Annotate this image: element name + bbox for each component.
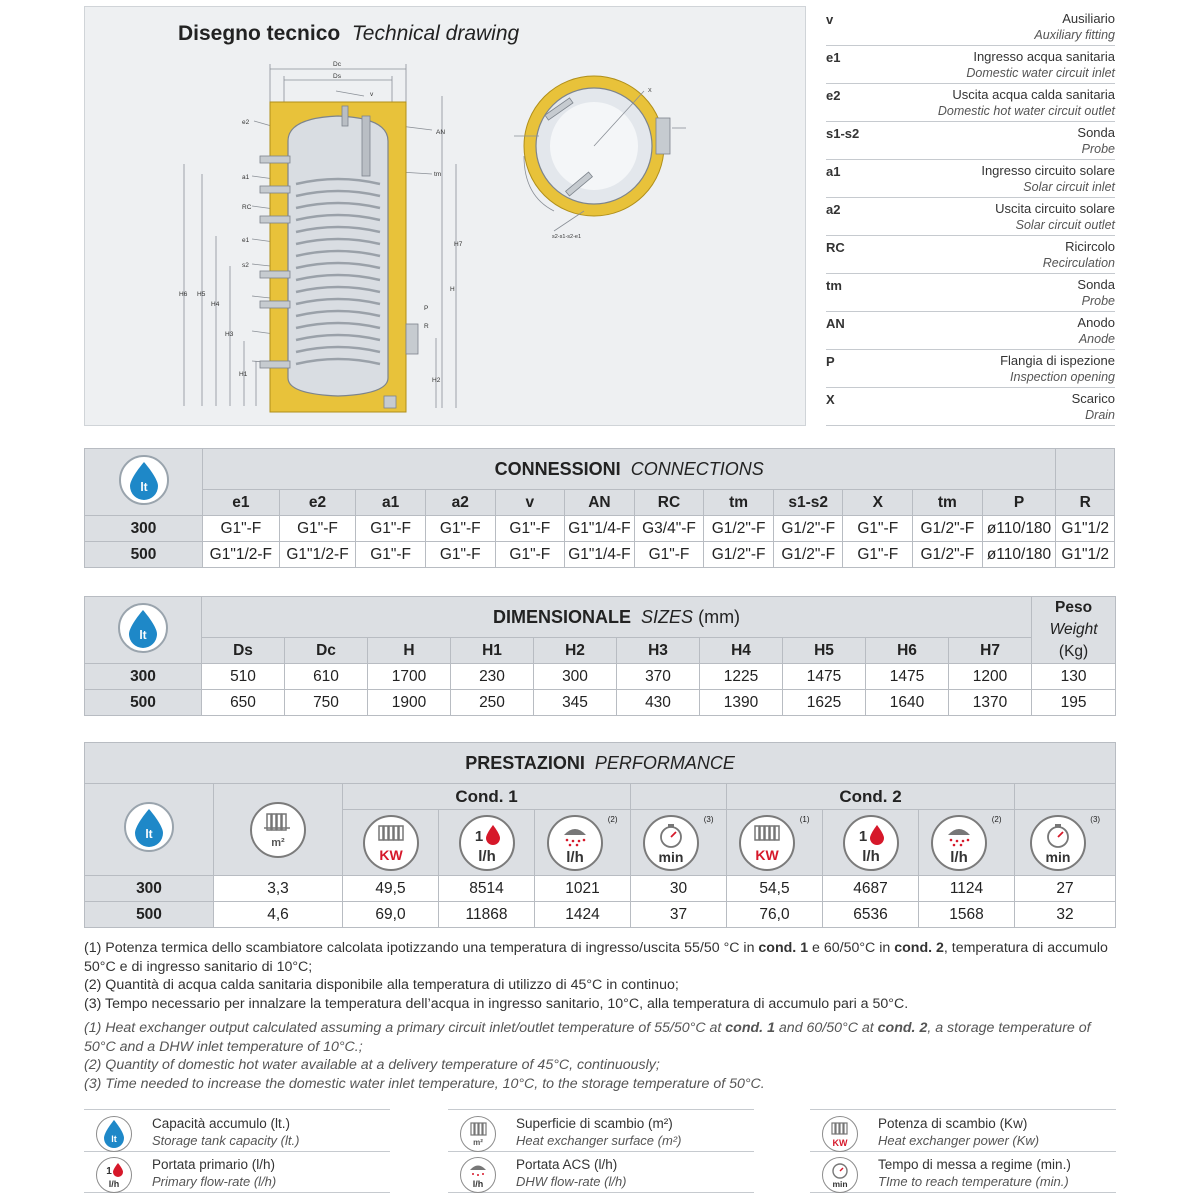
legend-row — [826, 8, 1115, 46]
table-cell: 250 — [451, 690, 534, 716]
label-e2: e2 — [242, 119, 250, 126]
legend-item-dhw-flow — [448, 1157, 754, 1195]
col-header: Ds — [202, 638, 285, 664]
legend-code: RC — [826, 240, 845, 255]
table-cell: 610 — [285, 664, 368, 690]
cond-spacer — [631, 784, 727, 810]
table-cell: G1"-F — [203, 516, 280, 542]
lh-label: l/h — [950, 848, 969, 866]
note-text: e 60/50°C in — [808, 940, 895, 956]
stopwatch-icon — [822, 1157, 858, 1193]
shower-icon — [547, 815, 603, 871]
label-a1: a1 — [242, 174, 250, 181]
m2-label: m² — [473, 1138, 483, 1147]
drop-label: lt — [111, 1134, 117, 1144]
table-cell: 345 — [534, 690, 617, 716]
cond-spacer — [1015, 784, 1116, 810]
col-header: H5 — [783, 638, 866, 664]
table-cell: G1"-F — [495, 516, 565, 542]
table-cell: 1124 — [919, 876, 1015, 902]
stopwatch-icon — [643, 815, 699, 871]
capacity-icon-cell — [85, 597, 202, 664]
col-header: e2 — [279, 490, 356, 516]
lh-label: l/h — [108, 1179, 120, 1189]
note-en-2: (2) Quantity of domestic hot water available at a delivery temperature of 45°C, continuously; — [84, 1057, 660, 1073]
table-cell: G1/2"-F — [913, 516, 983, 542]
divider — [448, 1109, 754, 1110]
table-cell: 1900 — [368, 690, 451, 716]
shower-icon — [460, 1157, 496, 1193]
drawing-title-en: Technical drawing — [351, 22, 520, 45]
drop-label: lt — [139, 627, 147, 642]
sizes-table — [84, 596, 1116, 716]
m2-label: m² — [271, 836, 285, 849]
table-cell: 430 — [617, 690, 700, 716]
col-header: H — [368, 638, 451, 664]
radiator-m2-icon — [250, 802, 306, 858]
performance-table — [84, 742, 1116, 928]
water-drop-icon — [124, 802, 174, 852]
connections-table — [84, 448, 1115, 568]
label-v: v — [370, 91, 374, 98]
table-row — [85, 690, 1116, 716]
legend-en: Anode — [1078, 332, 1115, 346]
performance-title-it: PRESTAZIONI — [465, 752, 585, 773]
note-bold: cond. 2 — [894, 940, 944, 956]
table-cell: G1"1/2-F — [279, 542, 356, 568]
table-cell: 1640 — [866, 690, 949, 716]
label-h4: H4 — [211, 301, 220, 308]
kw-label: KW — [832, 1138, 848, 1148]
table-cell: ø110/180 — [982, 516, 1056, 542]
label-dc: Dc — [333, 61, 341, 68]
sizes-title-en: SIZES — [641, 606, 694, 627]
table-cell: G1"-F — [425, 516, 495, 542]
legend-row — [826, 388, 1115, 426]
radiator-m2-icon — [460, 1116, 496, 1152]
table-row — [85, 902, 1116, 928]
col-header: H3 — [617, 638, 700, 664]
footnote-ref: (1) — [799, 814, 810, 824]
label-r: R — [424, 323, 429, 330]
legend-it: Uscita acqua calda sanitaria — [952, 87, 1115, 102]
lh-label: l/h — [566, 848, 585, 866]
legend-en: Recirculation — [1042, 256, 1115, 270]
legend-item-capacity — [84, 1116, 390, 1154]
radiator-kw-icon — [363, 815, 419, 871]
legend-en: Storage tank capacity (lt.) — [152, 1133, 300, 1148]
row-label: 500 — [85, 542, 203, 568]
capacity-icon-cell — [85, 449, 203, 516]
legend-code: v — [826, 12, 834, 27]
note-en-1 — [84, 1019, 1124, 1056]
table-cell: 1700 — [368, 664, 451, 690]
table-cell: 1475 — [866, 664, 949, 690]
note-text: (1) Potenza termica dello scambiatore calcolata ipotizzando una temperatura di ingresso/uscita 55/50 °C in — [84, 940, 759, 956]
performance-title — [85, 743, 1116, 784]
table-cell: 30 — [631, 876, 727, 902]
legend-it: Ausiliario — [1062, 11, 1115, 26]
note-text: (1) Heat exchanger output calculated assuming a primary circuit inlet/outlet temperature of 55/50°C at — [84, 1020, 726, 1036]
table-cell: G1"1/2 — [1056, 542, 1115, 568]
row-label: 300 — [85, 876, 214, 902]
note-text: , a storage temperature of 50°C and a DHW inlet temperature of 10°C.; — [84, 1020, 1091, 1055]
table-cell: G1"-F — [356, 516, 426, 542]
connections-title-it: CONNESSIONI — [494, 458, 621, 479]
legend-it: Tempo di messa a regime (min.) — [878, 1157, 1071, 1172]
water-drop-icon — [118, 603, 168, 653]
legend-en: DHW flow-rate (l/h) — [516, 1174, 627, 1189]
dhw-flow-icon-cell — [919, 810, 1015, 876]
label-s2s1s2e1: s2-s1-s2-e1 — [552, 234, 582, 240]
table-cell: 750 — [285, 690, 368, 716]
table-cell: 650 — [202, 690, 285, 716]
label-h7: H7 — [454, 241, 463, 248]
kw-label: KW — [755, 846, 780, 863]
table-cell: 370 — [617, 664, 700, 690]
primary-flow-icon-cell — [439, 810, 535, 876]
primary-flow-icon — [843, 815, 899, 871]
dhw-flow-icon-cell — [535, 810, 631, 876]
legend-row — [826, 46, 1115, 84]
table-cell: G3/4"-F — [634, 516, 704, 542]
table-cell: G1"-F — [843, 516, 913, 542]
legend-en: Inspection opening — [1010, 370, 1115, 384]
table-cell: 6536 — [823, 902, 919, 928]
legend-en: TIme to reach temperature (min.) — [878, 1174, 1069, 1189]
legend-item-time — [810, 1157, 1116, 1195]
primary-flow-icon-cell — [823, 810, 919, 876]
col-header: H6 — [866, 638, 949, 664]
table-cell: 4,6 — [214, 902, 343, 928]
col-header: a1 — [356, 490, 426, 516]
cond1-header: Cond. 1 — [343, 784, 631, 810]
col-header: X — [843, 490, 913, 516]
label-tm: tm — [434, 171, 442, 178]
weight-header-unit: (Kg) — [1058, 643, 1089, 660]
divider — [810, 1109, 1116, 1110]
table-cell: 32 — [1015, 902, 1116, 928]
col-header: s1-s2 — [773, 490, 843, 516]
table-cell: 130 — [1032, 664, 1116, 690]
label-h1: H1 — [239, 371, 248, 378]
table-cell: 3,3 — [214, 876, 343, 902]
legend-item-power — [810, 1116, 1116, 1154]
label-rc: RC — [242, 204, 252, 211]
legend-en: Probe — [1081, 142, 1115, 156]
legend-row — [826, 198, 1115, 236]
lh-label: l/h — [477, 847, 496, 865]
legend-it: Portata primario (l/h) — [152, 1157, 276, 1172]
table-cell: G1"-F — [356, 542, 426, 568]
label-h: H — [450, 286, 455, 293]
row-label: 300 — [85, 516, 203, 542]
col-header: Dc — [285, 638, 368, 664]
legend-it: Superficie di scambio (m²) — [516, 1116, 673, 1131]
legend-en: Probe — [1081, 294, 1115, 308]
legend-en: Heat exchanger surface (m²) — [516, 1133, 682, 1148]
label-s2: s2 — [242, 262, 249, 269]
sizes-title-it: DIMENSIONALE — [493, 606, 632, 627]
label-x: X — [648, 88, 652, 94]
drop-label: lt — [139, 479, 148, 494]
table-cell: 69,0 — [343, 902, 439, 928]
performance-title-en: PERFORMANCE — [594, 752, 735, 773]
col-header: e1 — [203, 490, 280, 516]
col-header: H4 — [700, 638, 783, 664]
table-cell: G1/2"-F — [704, 516, 774, 542]
table-cell: 1200 — [949, 664, 1032, 690]
tank-technical-drawing — [84, 6, 806, 426]
label-h5: H5 — [197, 291, 206, 298]
col-header: tm — [913, 490, 983, 516]
legend-row — [826, 236, 1115, 274]
weight-header-it: Peso — [1055, 599, 1093, 616]
legend-row — [826, 160, 1115, 198]
note-it-2: (2) Quantità di acqua calda sanitaria disponibile alla temperatura di utilizzo di 45°C in continuo; — [84, 977, 679, 993]
table-cell: 195 — [1032, 690, 1116, 716]
col-header: P — [982, 490, 1056, 516]
legend-code: AN — [826, 316, 845, 331]
legend-row — [826, 350, 1115, 388]
legend-it: Anodo — [1077, 315, 1115, 330]
table-row — [85, 664, 1116, 690]
col-header: a2 — [425, 490, 495, 516]
note-it-1 — [84, 939, 1124, 976]
svg-text:1: 1 — [106, 1166, 112, 1177]
legend-code: e2 — [826, 88, 841, 103]
table-cell: G1"1/2-F — [203, 542, 280, 568]
legend-it: Ingresso acqua sanitaria — [973, 49, 1115, 64]
table-cell: G1"-F — [843, 542, 913, 568]
table-row — [85, 516, 1115, 542]
table-cell: G1/2"-F — [704, 542, 774, 568]
legend-code: a2 — [826, 202, 841, 217]
note-bold: cond. 1 — [758, 940, 809, 956]
legend-en: Primary flow-rate (l/h) — [152, 1174, 277, 1189]
legend-it: Sonda — [1077, 125, 1115, 140]
legend-code: s1-s2 — [826, 126, 860, 141]
table-cell: 8514 — [439, 876, 535, 902]
legend-it: Scarico — [1071, 391, 1115, 406]
table-cell: 1424 — [535, 902, 631, 928]
legend-it: Potenza di scambio (Kw) — [878, 1116, 1028, 1131]
legend-code: tm — [826, 278, 842, 293]
lh-label: l/h — [472, 1179, 484, 1189]
col-header: RC — [634, 490, 704, 516]
table-cell: 54,5 — [727, 876, 823, 902]
table-cell: ø110/180 — [982, 542, 1056, 568]
legend-en: Solar circuit inlet — [1023, 180, 1115, 194]
legend-code: P — [826, 354, 835, 369]
col-header: H7 — [949, 638, 1032, 664]
legend-en: Domestic water circuit inlet — [966, 66, 1115, 80]
table-cell: 49,5 — [343, 876, 439, 902]
table-cell: 1021 — [535, 876, 631, 902]
table-cell: 27 — [1015, 876, 1116, 902]
table-cell: G1/2"-F — [773, 542, 843, 568]
table-cell: 11868 — [439, 902, 535, 928]
col-header: H1 — [451, 638, 534, 664]
capacity-icon-cell — [85, 784, 214, 876]
surface-icon-cell — [214, 784, 343, 876]
legend-it: Uscita circuito solare — [995, 201, 1115, 216]
legend-code: a1 — [826, 164, 841, 179]
table-cell: G1"1/4-F — [565, 516, 635, 542]
col-header: AN — [565, 490, 635, 516]
table-cell: G1"-F — [495, 542, 565, 568]
table-cell: G1"-F — [634, 542, 704, 568]
lh-label: l/h — [861, 847, 880, 865]
note-text: , temperatura di accumulo 50°C e di ingresso sanitario di 10°C; — [84, 940, 1108, 975]
legend-it: Sonda — [1077, 277, 1115, 292]
table-cell: 1390 — [700, 690, 783, 716]
time-icon-cell — [1015, 810, 1116, 876]
sizes-unit: (mm) — [698, 606, 741, 627]
col-header: H2 — [534, 638, 617, 664]
divider — [84, 1109, 390, 1110]
legend-item-primary-flow — [84, 1157, 390, 1195]
stopwatch-icon — [1030, 815, 1086, 871]
primary-flow-icon — [96, 1157, 132, 1193]
footnote-ref: (3) — [703, 814, 714, 824]
legend-en: Auxiliary fitting — [1034, 28, 1115, 42]
note-it-3: (3) Tempo necessario per innalzare la temperatura dell’acqua in ingresso sanitario, 10°C, alla temperatura di accumulo pari a 50°C. — [84, 996, 909, 1012]
weight-header-en: Weight — [1049, 621, 1098, 638]
legend-row — [826, 274, 1115, 312]
col-header: tm — [704, 490, 774, 516]
col-header: v — [495, 490, 565, 516]
table-cell: 1475 — [783, 664, 866, 690]
row-label: 500 — [85, 902, 214, 928]
water-drop-icon — [96, 1116, 132, 1152]
primary-flow-icon — [459, 815, 515, 871]
connections-title-spacer — [1056, 449, 1115, 490]
table-cell: G1"-F — [279, 516, 356, 542]
legend-en: Domestic hot water circuit outlet — [937, 104, 1115, 118]
legend-code: e1 — [826, 50, 841, 65]
shower-icon — [931, 815, 987, 871]
note-bold: cond. 2 — [877, 1020, 928, 1036]
label-h3: H3 — [225, 331, 234, 338]
legend-it: Ingresso circuito solare — [981, 163, 1115, 178]
row-label: 300 — [85, 664, 202, 690]
one-label: 1 — [858, 827, 867, 845]
table-cell: 1225 — [700, 664, 783, 690]
weight-header — [1032, 597, 1116, 664]
label-p: P — [424, 305, 429, 312]
legend-en: Drain — [1085, 408, 1115, 422]
cond2-header: Cond. 2 — [727, 784, 1015, 810]
legend-item-surface — [448, 1116, 754, 1154]
drop-label: lt — [145, 827, 153, 841]
footnote-ref: (2) — [991, 814, 1002, 824]
note-text: and 60/50°C at — [774, 1020, 878, 1036]
note-bold: cond. 1 — [725, 1020, 775, 1036]
legend-it: Capacità accumulo (lt.) — [152, 1116, 291, 1131]
kw-icon-cell — [727, 810, 823, 876]
legend-en: Heat exchanger power (Kw) — [878, 1133, 1040, 1148]
connections-title — [203, 449, 1056, 490]
sizes-title — [202, 597, 1032, 638]
radiator-kw-icon — [822, 1116, 858, 1152]
legend-row — [826, 122, 1115, 160]
kw-icon-cell — [343, 810, 439, 876]
min-label: min — [659, 848, 684, 865]
table-row — [85, 542, 1115, 568]
row-label: 500 — [85, 690, 202, 716]
table-cell: 230 — [451, 664, 534, 690]
radiator-kw-icon — [739, 815, 795, 871]
label-e1: e1 — [242, 237, 250, 244]
one-label: 1 — [474, 827, 483, 845]
label-an: AN — [436, 129, 446, 136]
legend-it: Portata ACS (l/h) — [516, 1157, 618, 1172]
table-cell: 510 — [202, 664, 285, 690]
table-cell: G1/2"-F — [913, 542, 983, 568]
min-label: min — [832, 1179, 848, 1189]
note-en-3: (3) Time needed to increase the domestic water inlet temperature, 10°C, to the storage temperature of 50°C. — [84, 1076, 765, 1092]
table-cell: 37 — [631, 902, 727, 928]
table-cell: G1"-F — [425, 542, 495, 568]
table-cell: 76,0 — [727, 902, 823, 928]
footnote-ref: (3) — [1090, 814, 1101, 824]
legend-it: Flangia di ispezione — [1000, 353, 1115, 368]
table-cell: 1370 — [949, 690, 1032, 716]
table-cell: G1/2"-F — [773, 516, 843, 542]
drawing-title-it: Disegno tecnico — [178, 22, 341, 45]
label-ds: Ds — [333, 73, 341, 80]
time-icon-cell — [631, 810, 727, 876]
legend-row — [826, 312, 1115, 350]
table-row — [85, 876, 1116, 902]
legend-code: X — [826, 392, 835, 407]
connections-title-en: CONNECTIONS — [630, 458, 764, 479]
legend-it: Ricircolo — [1065, 239, 1115, 254]
legend-en: Solar circuit outlet — [1015, 218, 1115, 232]
label-h2: H2 — [432, 377, 441, 384]
legend-row — [826, 84, 1115, 122]
label-h6: H6 — [179, 291, 188, 298]
table-cell: G1"1/4-F — [565, 542, 635, 568]
footnote-ref: (2) — [607, 814, 618, 824]
water-drop-icon — [119, 455, 169, 505]
table-cell: 1568 — [919, 902, 1015, 928]
table-cell: G1"1/2 — [1056, 516, 1115, 542]
kw-label: KW — [378, 846, 403, 863]
col-header: R — [1056, 490, 1115, 516]
table-cell: 4687 — [823, 876, 919, 902]
min-label: min — [1045, 848, 1071, 865]
table-cell: 1625 — [783, 690, 866, 716]
table-cell: 300 — [534, 664, 617, 690]
